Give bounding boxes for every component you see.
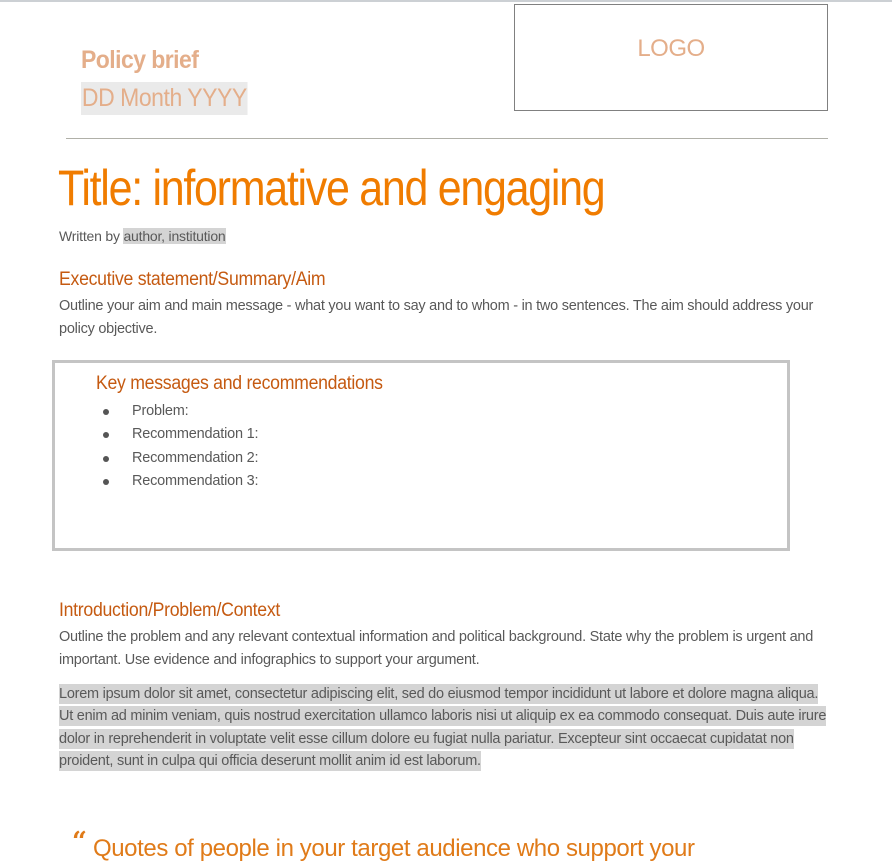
quote-text: Quotes of people in your target audience who support your [92, 835, 695, 862]
logo-text: LOGO [637, 35, 705, 62]
header-policy-brief-label: Policy brief [81, 46, 199, 74]
key-messages-heading: Key messages and recommendations [96, 373, 383, 394]
document-title[interactable]: Title: informative and engaging [58, 160, 605, 216]
page-top-edge [0, 0, 892, 2]
lorem-placeholder-paragraph[interactable] [59, 683, 829, 772]
header-date-placeholder[interactable]: DD Month YYYY [81, 82, 248, 115]
logo-placeholder-box[interactable] [514, 4, 828, 111]
byline [59, 227, 226, 245]
bullet-icon [103, 479, 109, 485]
bullet-icon [103, 409, 109, 415]
introduction-heading: Introduction/Problem/Context [59, 600, 281, 621]
bullet-icon [103, 456, 109, 462]
list-item-label: Recommendation 1: [132, 426, 259, 443]
pull-quote[interactable] [72, 827, 695, 866]
list-item-label: Recommendation 2: [132, 449, 259, 466]
key-messages-box[interactable] [52, 360, 790, 551]
list-item-label: Recommendation 3: [132, 472, 259, 489]
byline-prefix: Written by [59, 228, 124, 244]
executive-summary-heading: Executive statement/Summary/Aim [59, 269, 326, 290]
list-item-label: Problem: [132, 403, 189, 419]
introduction-text[interactable]: Outline the problem and any relevant contextual information and political background. State why the problem is urgent and important. Use evidence and infographics to support your argument. [59, 629, 814, 668]
quote-mark-icon: “ [72, 827, 87, 857]
executive-summary-text[interactable]: Outline your aim and main message - what you want to say and to whom - in two sentences. The aim should address your policy objective. [59, 298, 814, 337]
bullet-icon [103, 432, 109, 438]
author-placeholder[interactable]: author, institution [123, 228, 226, 244]
lorem-placeholder-text: Lorem ipsum dolor sit amet, consectetur adipiscing elit, sed do eiusmod tempor incididunt ut labore et dolore magna aliqua. Ut enim ad minim veniam, quis nostrud exercitation ullamco laboris nisi ut aliquip ex ea commodo consequat. Duis aute irure dolor in reprehenderit in voluptate velit esse cillum dolore eu fugiat nulla pariatur. Excepteur sint occaecat cupidatat non proident, sunt in culpa qui officia deserunt mollit anim id est laborum. [59, 686, 827, 769]
header-divider [66, 138, 828, 139]
